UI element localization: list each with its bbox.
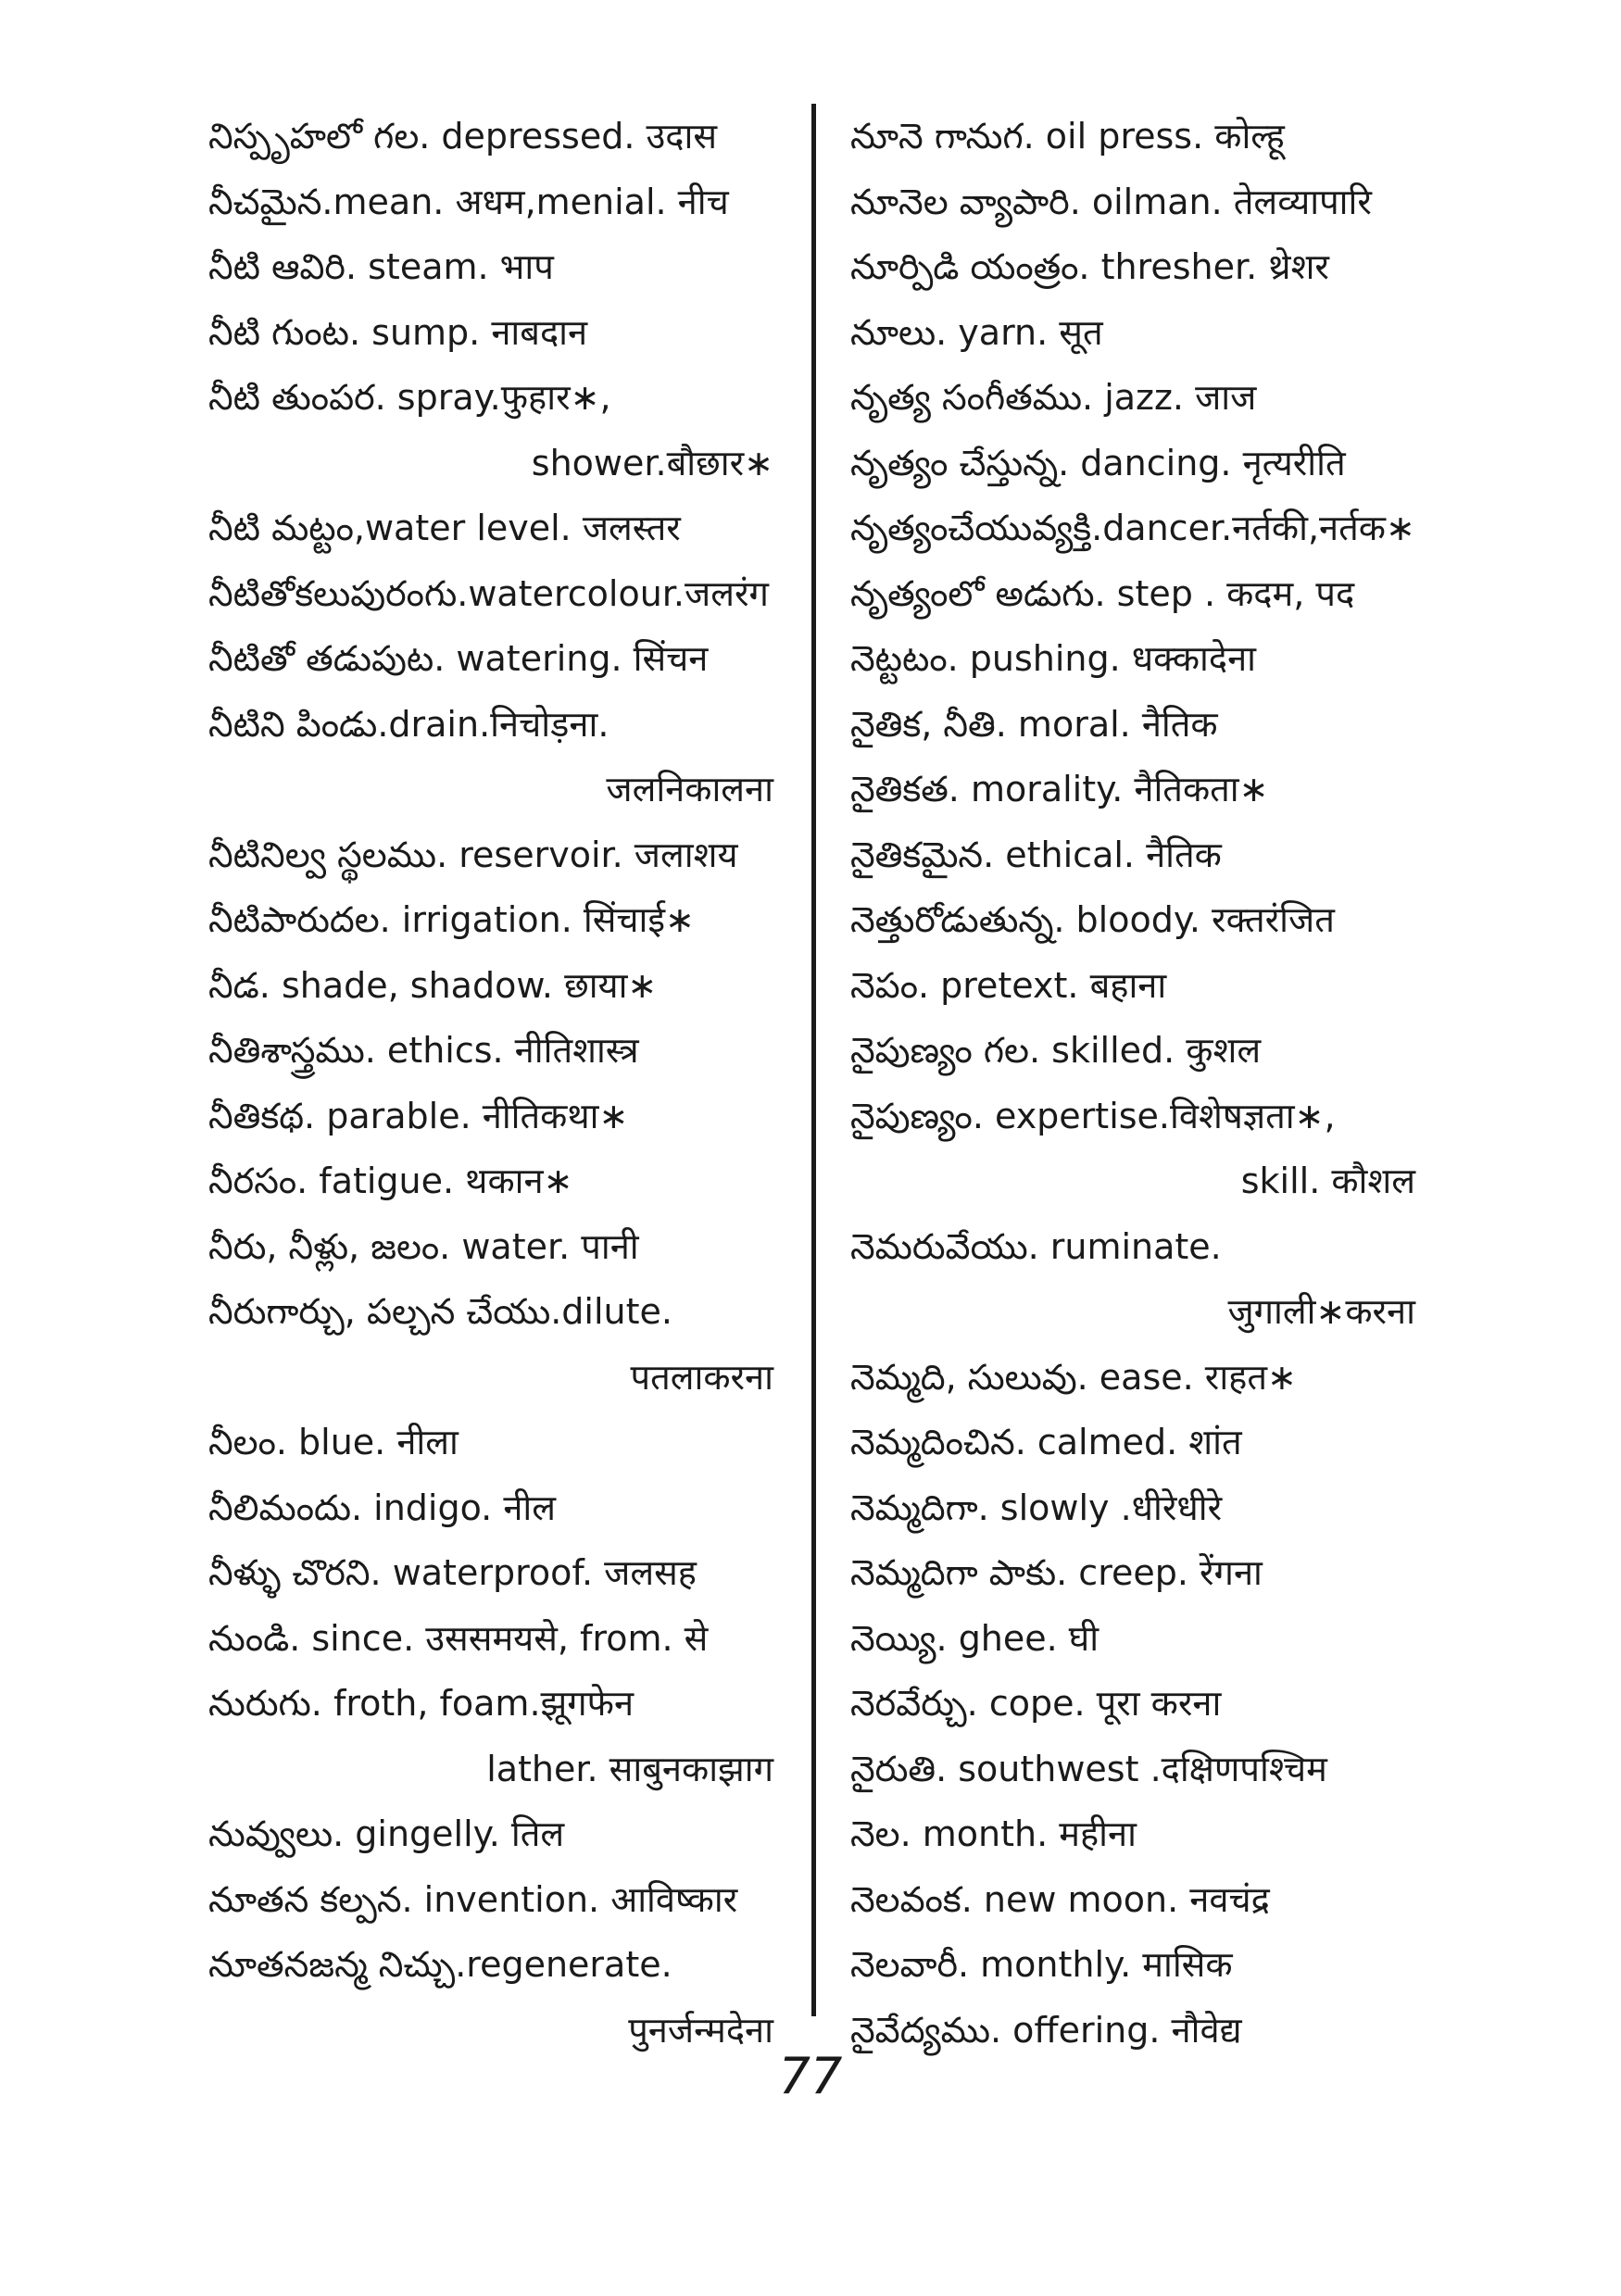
entry-line: నైతిక, నీతి. moral. नैतिक — [850, 703, 1218, 745]
entry-line: నెట్టటం. pushing. धक्कादेना — [850, 638, 1256, 679]
entry-line: నైవేద్యము. offering. नौवेद्य — [850, 2009, 1242, 2051]
entry-line: నీలం. blue. नीला — [208, 1422, 459, 1462]
entry-line: నీటిపారుదల. irrigation. सिंचाई∗ — [208, 899, 695, 940]
entry-continuation: shower.बौछार∗ — [531, 442, 773, 483]
entry-line: నూతన కల్పన. invention. आविष्कार — [208, 1878, 738, 1920]
entry-line: నీరుగార్చు, పల్చన చేయు.dilute. — [208, 1291, 672, 1332]
entry-line: నెమ్మదించిన. calmed. शांत — [850, 1422, 1242, 1462]
entry-line: నీటితోకలుపురంగు.watercolour.जलरंग — [208, 572, 769, 614]
entry-line: నువ్వులు. gingelly. तिल — [208, 1813, 565, 1854]
entry-line: నూతనజన్మ నిచ్చు.regenerate. — [208, 1944, 672, 1985]
entry-line: నైతికత. morality. नैतिकता∗ — [850, 769, 1269, 809]
entry-continuation: lather. साबुनकाझाग — [486, 1748, 773, 1789]
right-column — [850, 104, 1415, 2063]
entry-continuation: जलनिकालना — [606, 769, 773, 809]
entry-line: నీటి గుంట. sump. नाबदान — [208, 311, 588, 353]
entry-line: నైరుతి. southwest .दक्षिणपश्चिम — [850, 1748, 1327, 1789]
entry-line: నృత్య సంగీతము. jazz. जाज — [850, 377, 1257, 418]
entry-line: నీరు, నీళ్లు, జలం. water. पानी — [208, 1225, 639, 1267]
entry-line: నెమ్మదిగా. slowly .धीरेधीरे — [850, 1487, 1223, 1528]
entry-line: నృత్యంలో అడుగు. step . कदम, पद — [850, 572, 1355, 614]
entry-line: నురుగు. froth, foam.झूगफेन — [208, 1683, 635, 1724]
entry-line: నెలవారీ. monthly. मासिक — [850, 1944, 1233, 1985]
entry-line: నీటితో తడుపుట. watering. सिंचन — [208, 638, 709, 679]
entry-line: నీటి ఆవిరి. steam. भाप — [208, 246, 554, 287]
entry-continuation: skill. कौशल — [1240, 1161, 1415, 1201]
entry-line: నూనెల వ్యాపారి. oilman. तेलव्यापारि — [850, 181, 1372, 222]
entry-line: నీళ్ళు చొరని. waterproof. जलसह — [208, 1552, 697, 1593]
left-column — [208, 104, 773, 2063]
entry-continuation: पतलाकरना — [630, 1356, 773, 1398]
entry-line: నీటిని పిండు.drain.निचोड़ना. — [208, 703, 609, 745]
entry-line: నీటి మట్టం,water level. जलस्तर — [208, 508, 681, 548]
entry-continuation: जुगाली∗करना — [1227, 1291, 1415, 1332]
entry-continuation: पुनर्जन्मदेना — [628, 2009, 773, 2051]
entry-line: నీటి తుంపర. spray.फुहार∗, — [208, 377, 611, 418]
entry-line: నీతిశాస్త్రము. ethics. नीतिशास्त्र — [208, 1030, 639, 1071]
entry-line: నైపుణ్యం గల. skilled. कुशल — [850, 1030, 1262, 1071]
entry-line: నెయ్యి. ghee. घी — [850, 1617, 1100, 1659]
entry-line: నెలవంక. new moon. नवचंद्र — [850, 1878, 1270, 1920]
entry-line: నెమ్మదిగా పాకు. creep. रेंगना — [850, 1552, 1263, 1593]
entry-line: నీతికథ. parable. नीतिकथा∗ — [208, 1095, 629, 1136]
entry-line: నృత్యంచేయువ్యక్తి.dancer.नर्तकी,नर्तक∗ — [850, 508, 1415, 548]
entry-line: నీలిమందు. indigo. नील — [208, 1487, 557, 1528]
page-number: 77 — [778, 2047, 843, 2105]
entry-line: నూలు. yarn. सूत — [850, 311, 1103, 353]
entry-line: నీచమైన.mean. अधम,menial. नीच — [208, 181, 729, 222]
entry-line: నీటినిల్వ స్థలము. reservoir. जलाशय — [208, 834, 738, 875]
entry-line: నైపుణ్యం. expertise.विशेषज्ञता∗, — [850, 1095, 1336, 1136]
entry-line: నెత్తురోడుతున్న. bloody. रक्तरंजित — [850, 899, 1335, 940]
entry-line: నెమ్మది, సులువు. ease. राहत∗ — [850, 1356, 1297, 1398]
entry-line: నైతికమైన. ethical. नैतिक — [850, 834, 1222, 875]
entry-line: నెమరువేయు. ruminate. — [850, 1225, 1222, 1267]
entry-line: నిస్పృహలో గల. depressed. उदास — [208, 116, 718, 157]
entry-line: నూనె గానుగ. oil press. कोल्हू — [850, 116, 1285, 157]
column-divider — [811, 104, 816, 2016]
entry-line: నుండి. since. उससमयसे, from. से — [208, 1617, 709, 1659]
entry-line: నెల. month. महीना — [850, 1813, 1137, 1854]
entry-line: నీడ. shade, shadow. छाया∗ — [208, 964, 658, 1006]
entry-line: నృత్యం చేస్తున్న. dancing. नृत्यरीति — [850, 442, 1346, 483]
entry-line: నీరసం. fatigue. थकान∗ — [208, 1161, 573, 1201]
entry-line: నూర్పిడి యంత్రం. thresher. थ्रेशर — [850, 246, 1329, 287]
entry-line: నెపం. pretext. बहाना — [850, 964, 1167, 1006]
entry-line: నెరవేర్చు. cope. पूरा करना — [850, 1683, 1222, 1724]
